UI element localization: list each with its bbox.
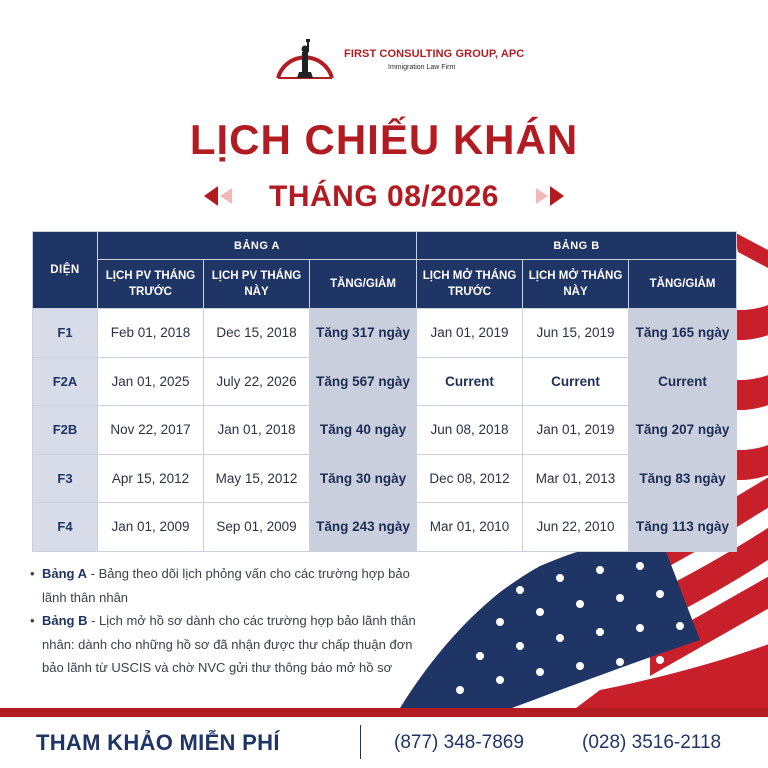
table-row [33, 454, 737, 503]
note-term: Bảng A [42, 566, 88, 581]
header-a-prev: LỊCH PV THÁNG TRƯỚC [98, 260, 204, 309]
footer-accent-bar [0, 708, 768, 717]
footer-divider [360, 725, 361, 759]
brand-logo [272, 34, 525, 90]
cell-b-change: Tăng 165 ngày [629, 309, 737, 358]
header-a-change: TĂNG/GIẢM [310, 260, 417, 309]
cell-a-change: Tăng 40 ngày [310, 406, 417, 455]
brand-tagline: Immigration Law Firm [388, 64, 456, 71]
row-category: F2B [33, 406, 98, 455]
note-text: - Bảng theo dõi lịch phỏng vấn cho các trường hợp bảo lãnh thân nhân [42, 566, 410, 605]
row-category: F3 [33, 454, 98, 503]
cell-b-prev: Current [417, 357, 523, 406]
brand-name: FIRST CONSULTING GROUP, APC [344, 48, 525, 60]
notes-section [30, 562, 430, 680]
cell-a-prev: Apr 15, 2012 [98, 454, 204, 503]
header-group-b: BẢNG B [417, 232, 737, 260]
note-item-bang-a [30, 562, 430, 609]
bullet: • [30, 613, 35, 628]
header-b-change: TĂNG/GIẢM [629, 260, 737, 309]
cell-a-prev: Jan 01, 2025 [98, 357, 204, 406]
phone-us[interactable]: (877) 348-7869 [394, 732, 524, 753]
cell-a-now: Sep 01, 2009 [204, 503, 310, 552]
month-label: THÁNG 08/2026 [269, 180, 499, 213]
cell-a-change: Tăng 243 ngày [310, 503, 417, 552]
cell-b-now: Jan 01, 2019 [523, 406, 629, 455]
cell-b-prev: Jun 08, 2018 [417, 406, 523, 455]
row-category: F1 [33, 309, 98, 358]
cell-a-now: July 22, 2026 [204, 357, 310, 406]
cell-b-change: Tăng 207 ngày [629, 406, 737, 455]
table-row [33, 357, 737, 406]
cell-a-now: Dec 15, 2018 [204, 309, 310, 358]
month-row [0, 176, 768, 216]
cell-b-change: Current [629, 357, 737, 406]
statue-of-liberty-icon [272, 34, 338, 90]
cell-a-change: Tăng 317 ngày [310, 309, 417, 358]
cell-a-now: Jan 01, 2018 [204, 406, 310, 455]
cell-a-prev: Feb 01, 2018 [98, 309, 204, 358]
phone-vn[interactable]: (028) 3516-2118 [582, 732, 722, 753]
cell-a-change: Tăng 30 ngày [310, 454, 417, 503]
cell-b-now: Jun 15, 2019 [523, 309, 629, 358]
row-category: F4 [33, 503, 98, 552]
header-a-now: LỊCH PV THÁNG NÀY [204, 260, 310, 309]
arrow-right-icon [534, 184, 564, 208]
cell-a-prev: Jan 01, 2009 [98, 503, 204, 552]
cell-b-now: Jun 22, 2010 [523, 503, 629, 552]
cell-b-now: Current [523, 357, 629, 406]
note-term: Bảng B [42, 613, 88, 628]
footer [0, 717, 768, 768]
cell-a-prev: Nov 22, 2017 [98, 406, 204, 455]
note-text: - Lịch mở hồ sơ dành cho các trường hợp bảo lãnh thân nhân: dành cho những hồ sơ đã nhận được thư chấp thuận đơn bảo lãnh từ USCIS và chờ NVC gửi thư thông báo mở hồ sơ [42, 613, 416, 675]
header-b-prev: LỊCH MỞ THÁNG TRƯỚC [417, 260, 523, 309]
row-category: F2A [33, 357, 98, 406]
cell-a-now: May 15, 2012 [204, 454, 310, 503]
cell-a-change: Tăng 567 ngày [310, 357, 417, 406]
cell-b-prev: Dec 08, 2012 [417, 454, 523, 503]
bullet: • [30, 566, 35, 581]
header-b-now: LỊCH MỞ THÁNG NÀY [523, 260, 629, 309]
cell-b-prev: Mar 01, 2010 [417, 503, 523, 552]
footer-cta: THAM KHẢO MIỄN PHÍ [36, 730, 280, 755]
header-group-a: BẢNG A [98, 232, 417, 260]
page-title: LỊCH CHIẾU KHÁN [189, 116, 579, 163]
cell-b-change: Tăng 83 ngày [629, 454, 737, 503]
table-row [33, 406, 737, 455]
header-category: DIỆN [33, 232, 98, 309]
cell-b-change: Tăng 113 ngày [629, 503, 737, 552]
note-item-bang-b [30, 609, 430, 680]
table-row [33, 503, 737, 552]
cell-b-now: Mar 01, 2013 [523, 454, 629, 503]
table-row [33, 309, 737, 358]
visa-bulletin-table [32, 231, 737, 552]
cell-b-prev: Jan 01, 2019 [417, 309, 523, 358]
